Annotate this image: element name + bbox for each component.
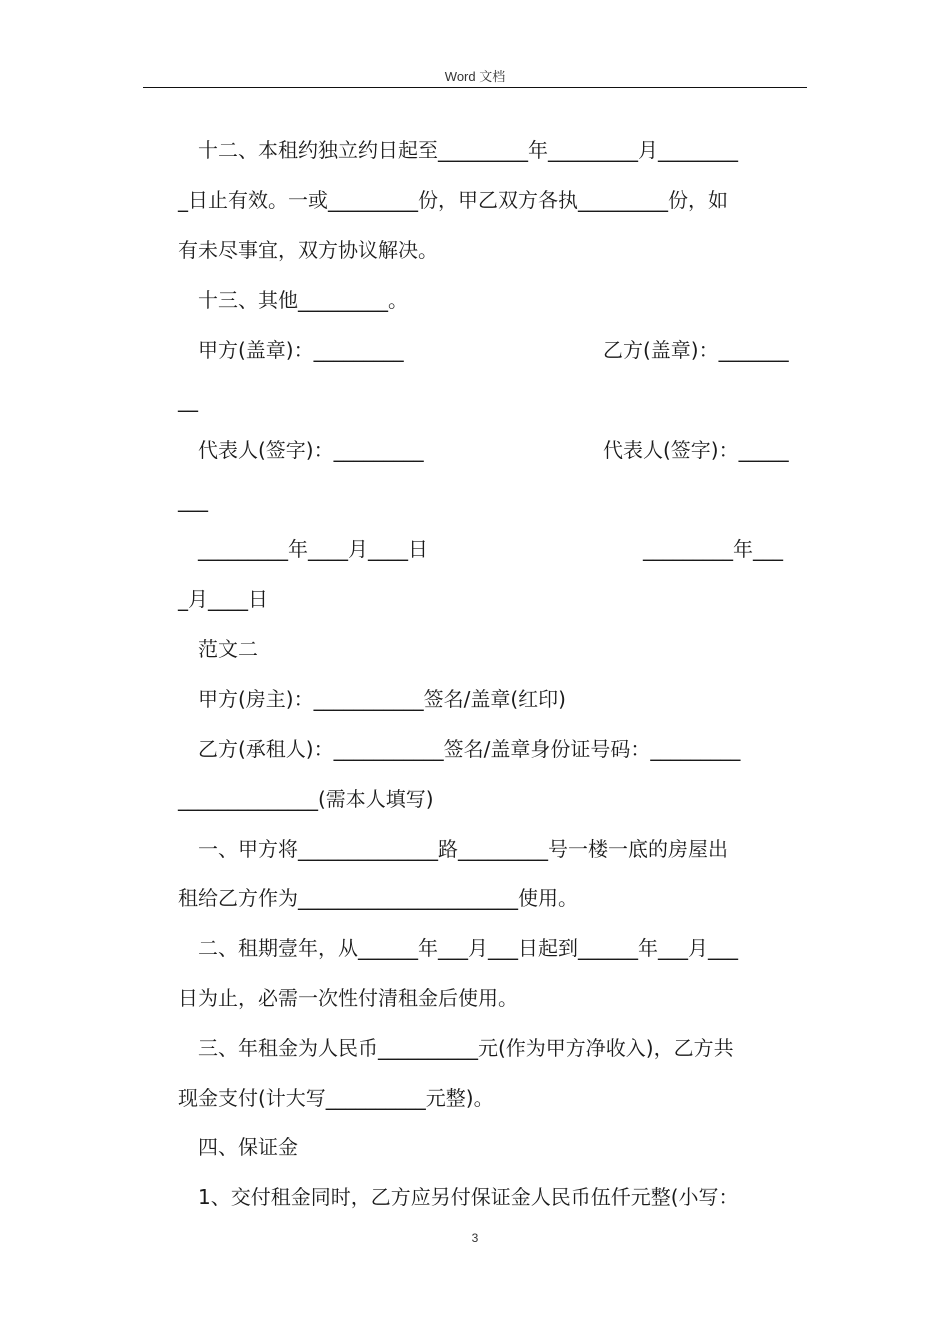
paragraph-line: 租给乙方作为______________________使用。 [178,886,578,910]
paragraph-line: 1、交付租金同时，乙方应另付保证金人民币伍仟元整(小写： [198,1185,739,1209]
paragraph-line: 有未尽事宜，双方协议解决。 [178,238,438,262]
paragraph-line: 十三、其他_________。 [198,288,408,312]
paragraph-line: __ [178,388,198,412]
header-divider [143,87,807,88]
party-b-seal-line: 乙方(盖章)：_______ [603,338,789,362]
paragraph-line: _月____日 [178,587,268,611]
paragraph-line: 现金支付(计大写__________元整)。 [178,1086,494,1110]
paragraph-line: 四、保证金 [198,1135,298,1159]
party-a-date-line: _________年____月____日 [198,537,428,561]
paragraph-line: 三、年租金为人民币__________元(作为甲方净收入)，乙方共 [198,1036,734,1060]
paragraph-line: _日止有效。一或_________份，甲乙双方各执_________份，如 [178,188,728,212]
party-b-representative-line: 代表人(签字)：_____ [603,438,789,462]
paragraph-line: ______________(需本人填写) [178,787,434,811]
page-number: 3 [471,1231,479,1245]
section-heading: 范文二 [198,637,258,661]
party-a-seal-line: 甲方(盖章)：_________ [198,338,404,362]
header-title: Word 文档 [444,69,506,84]
paragraph-line: 乙方(承租人)：___________签名/盖章身份证号码：_________ [198,737,741,761]
paragraph-line: 日为止，必需一次性付清租金后使用。 [178,986,518,1010]
paragraph-line: 十二、本租约独立约日起至_________年_________月________ [198,138,738,162]
paragraph-line: 甲方(房主)：___________签名/盖章(红印) [198,687,566,711]
party-b-date-line: _________年___ [643,537,783,561]
party-a-representative-line: 代表人(签字)：_________ [198,438,424,462]
paragraph-line: 二、租期壹年，从______年___月___日起到______年___月___ [198,936,738,960]
paragraph-line: ___ [178,488,208,512]
paragraph-line: 一、甲方将______________路_________号一楼一底的房屋出 [198,837,728,861]
